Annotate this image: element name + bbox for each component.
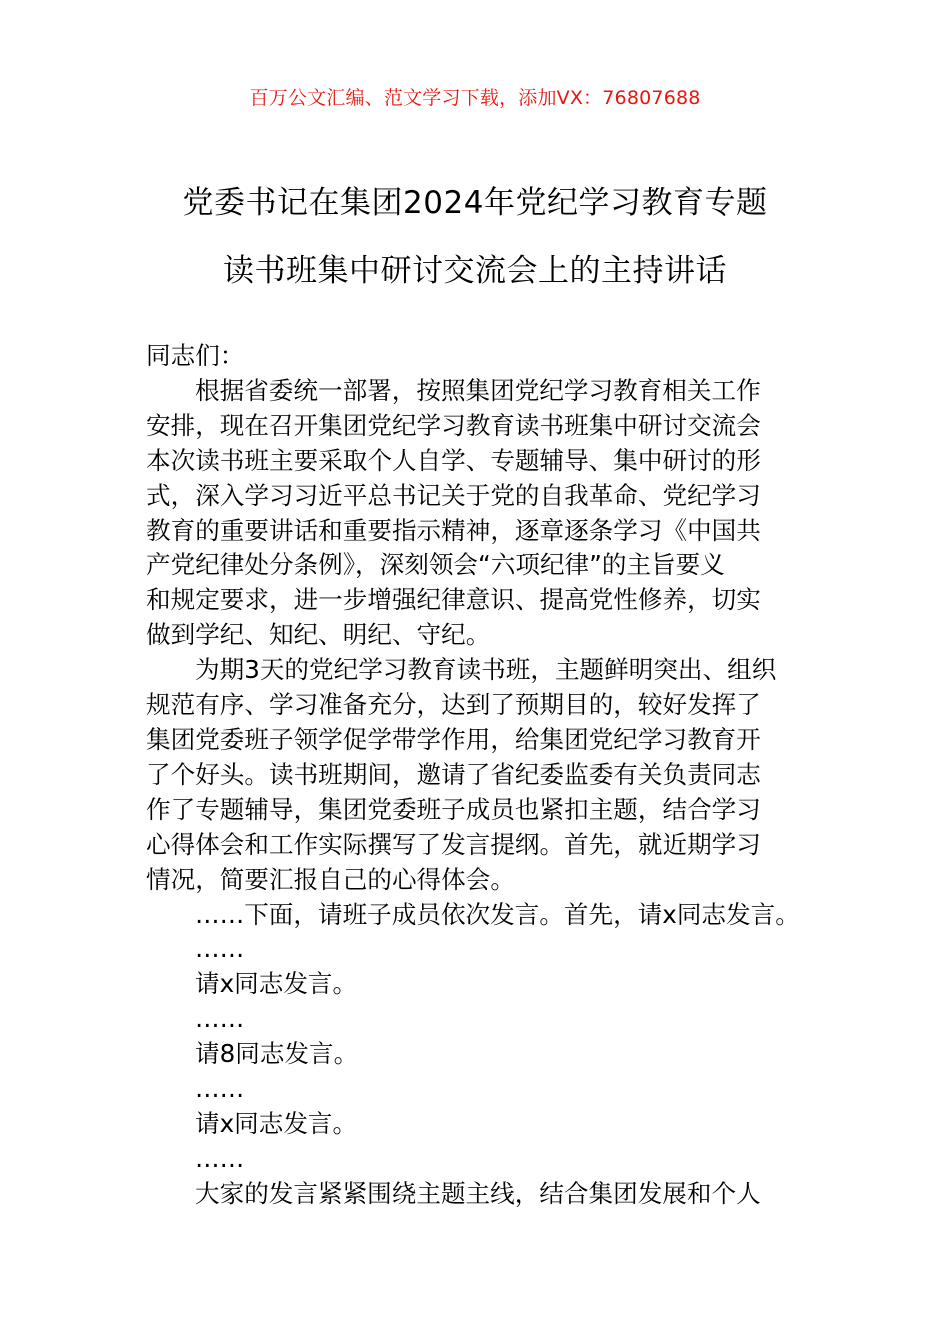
paragraph-line: 请8同志发言。 bbox=[195, 1039, 359, 1069]
paragraph-line: 请x同志发言。 bbox=[195, 969, 358, 999]
paragraph-line: ……下面，请班子成员依次发言。首先，请x同志发言。 bbox=[195, 899, 800, 929]
document-body bbox=[146, 339, 814, 1212]
ellipsis-line: …… bbox=[195, 1074, 245, 1104]
paragraph-line: 了个好头。读书班期间，邀请了省纪委监委有关负责同志 bbox=[146, 759, 761, 789]
ellipsis-line: …… bbox=[195, 934, 245, 964]
paragraph-line: 式，深入学习习近平总书记关于党的自我革命、党纪学习 bbox=[146, 480, 761, 510]
document-title-line-1: 党委书记在集团2024年党纪学习教育专题 bbox=[182, 185, 768, 221]
document-title-line-2: 读书班集中研讨交流会上的主持讲话 bbox=[223, 253, 727, 289]
paragraph-line: 做到学纪、知纪、明纪、守纪。 bbox=[146, 620, 491, 650]
paragraph-line: 请x同志发言。 bbox=[195, 1108, 358, 1138]
ellipsis-line: …… bbox=[195, 1004, 245, 1034]
salutation: 同志们： bbox=[146, 341, 245, 370]
paragraph-line: 规范有序、学习准备充分，达到了预期目的，较好发挥了 bbox=[146, 690, 761, 720]
paragraph-line: 心得体会和工作实际撰写了发言提纲。首先，就近期学习 bbox=[146, 829, 761, 859]
paragraph-line: 根据省委统一部署，按照集团党纪学习教育相关工作 bbox=[195, 375, 761, 405]
paragraph-line: 安排，现在召开集团党纪学习教育读书班集中研讨交流会 bbox=[146, 410, 761, 440]
paragraph-line: 情况，简要汇报自己的心得体会。 bbox=[146, 864, 515, 894]
paragraph-line: 和规定要求，进一步增强纪律意识、提高党性修养，切实 bbox=[146, 585, 761, 615]
watermark-text: 百万公文汇编、范文学习下载，添加VX：76807688 bbox=[249, 87, 701, 109]
paragraph-line: 教育的重要讲话和重要指示精神，逐章逐条学习《中国共 bbox=[146, 515, 761, 545]
paragraph-line: 本次读书班主要采取个人自学、专题辅导、集中研讨的形 bbox=[146, 445, 761, 475]
ellipsis-line: …… bbox=[195, 1143, 245, 1173]
paragraph-line: 大家的发言紧紧围绕主题主线，结合集团发展和个人 bbox=[195, 1178, 761, 1208]
paragraph-line: 为期3天的党纪学习教育读书班，主题鲜明突出、组织 bbox=[195, 655, 777, 685]
paragraph-line: 集团党委班子领学促学带学作用，给集团党纪学习教育开 bbox=[146, 724, 761, 754]
paragraph-line: 作了专题辅导，集团党委班子成员也紧扣主题，结合学习 bbox=[146, 794, 761, 824]
paragraph-line: 产党纪律处分条例》，深刻领会“六项纪律”的主旨要义 bbox=[146, 550, 725, 580]
